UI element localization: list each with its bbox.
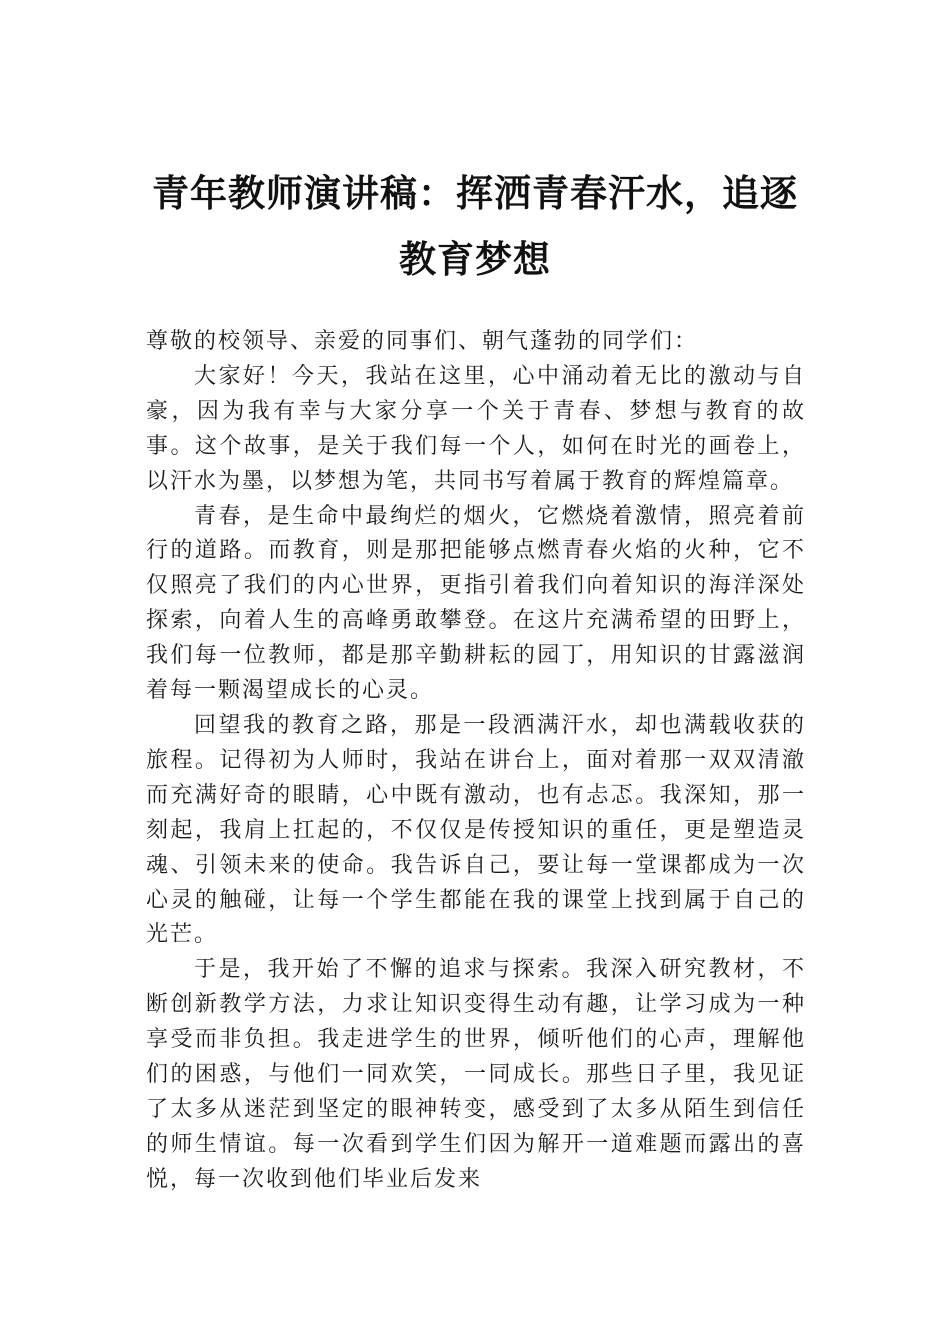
document-body <box>146 325 806 1198</box>
paragraph-3: 回望我的教育之路，那是一段洒满汗水，却也满载收获的旅程。记得初为人师时，我站在讲台上，面对着那一双双清澈而充满好奇的眼睛，心中既有激动，也有忐忑。我深知，那一刻起，我肩上扛起的，不仅仅是传授知识的重任，更是塑造灵魂、引领未来的使命。我告诉自己，要让每一堂课都成为一次心灵的触碰，让每一个学生都能在我的课堂上找到属于自己的光芒。 <box>146 712 806 948</box>
paragraph-1: 大家好！今天，我站在这里，心中涌动着无比的激动与自豪，因为我有幸与大家分享一个关于青春、梦想与教育的故事。这个故事，是关于我们每一个人，如何在时光的画卷上，以汗水为墨，以梦想为笔，共同书写着属于教育的辉煌篇章。 <box>146 363 806 494</box>
paragraph-4: 于是，我开始了不懈的追求与探索。我深入研究教材，不断创新教学方法，力求让知识变得生动有趣，让学习成为一种享受而非负担。我走进学生的世界，倾听他们的心声，理解他们的困惑，与他们一同欢笑，一同成长。那些日子里，我见证了太多从迷茫到坚定的眼神转变，感受到了太多从陌生到信任的师生情谊。每一次看到学生们因为解开一道难题而露出的喜悦，每一次收到他们毕业后发来 <box>146 957 806 1192</box>
salutation: 尊敬的校领导、亲爱的同事们、朝气蓬勃的同学们： <box>146 329 699 354</box>
paragraph-2: 青春，是生命中最绚烂的烟火，它燃烧着激情，照亮着前行的道路。而教育，则是那把能够点燃青春火焰的火种，它不仅照亮了我们的内心世界，更指引着我们向着知识的海洋深处探索，向着人生的高峰勇敢攀登。在这片充满希望的田野上，我们每一位教师，都是那辛勤耕耘的园丁，用知识的甘露滋润着每一颗渴望成长的心灵。 <box>146 503 806 704</box>
document-title: 青年教师演讲稿：挥洒青春汗水，追逐教育梦想 <box>152 171 798 281</box>
